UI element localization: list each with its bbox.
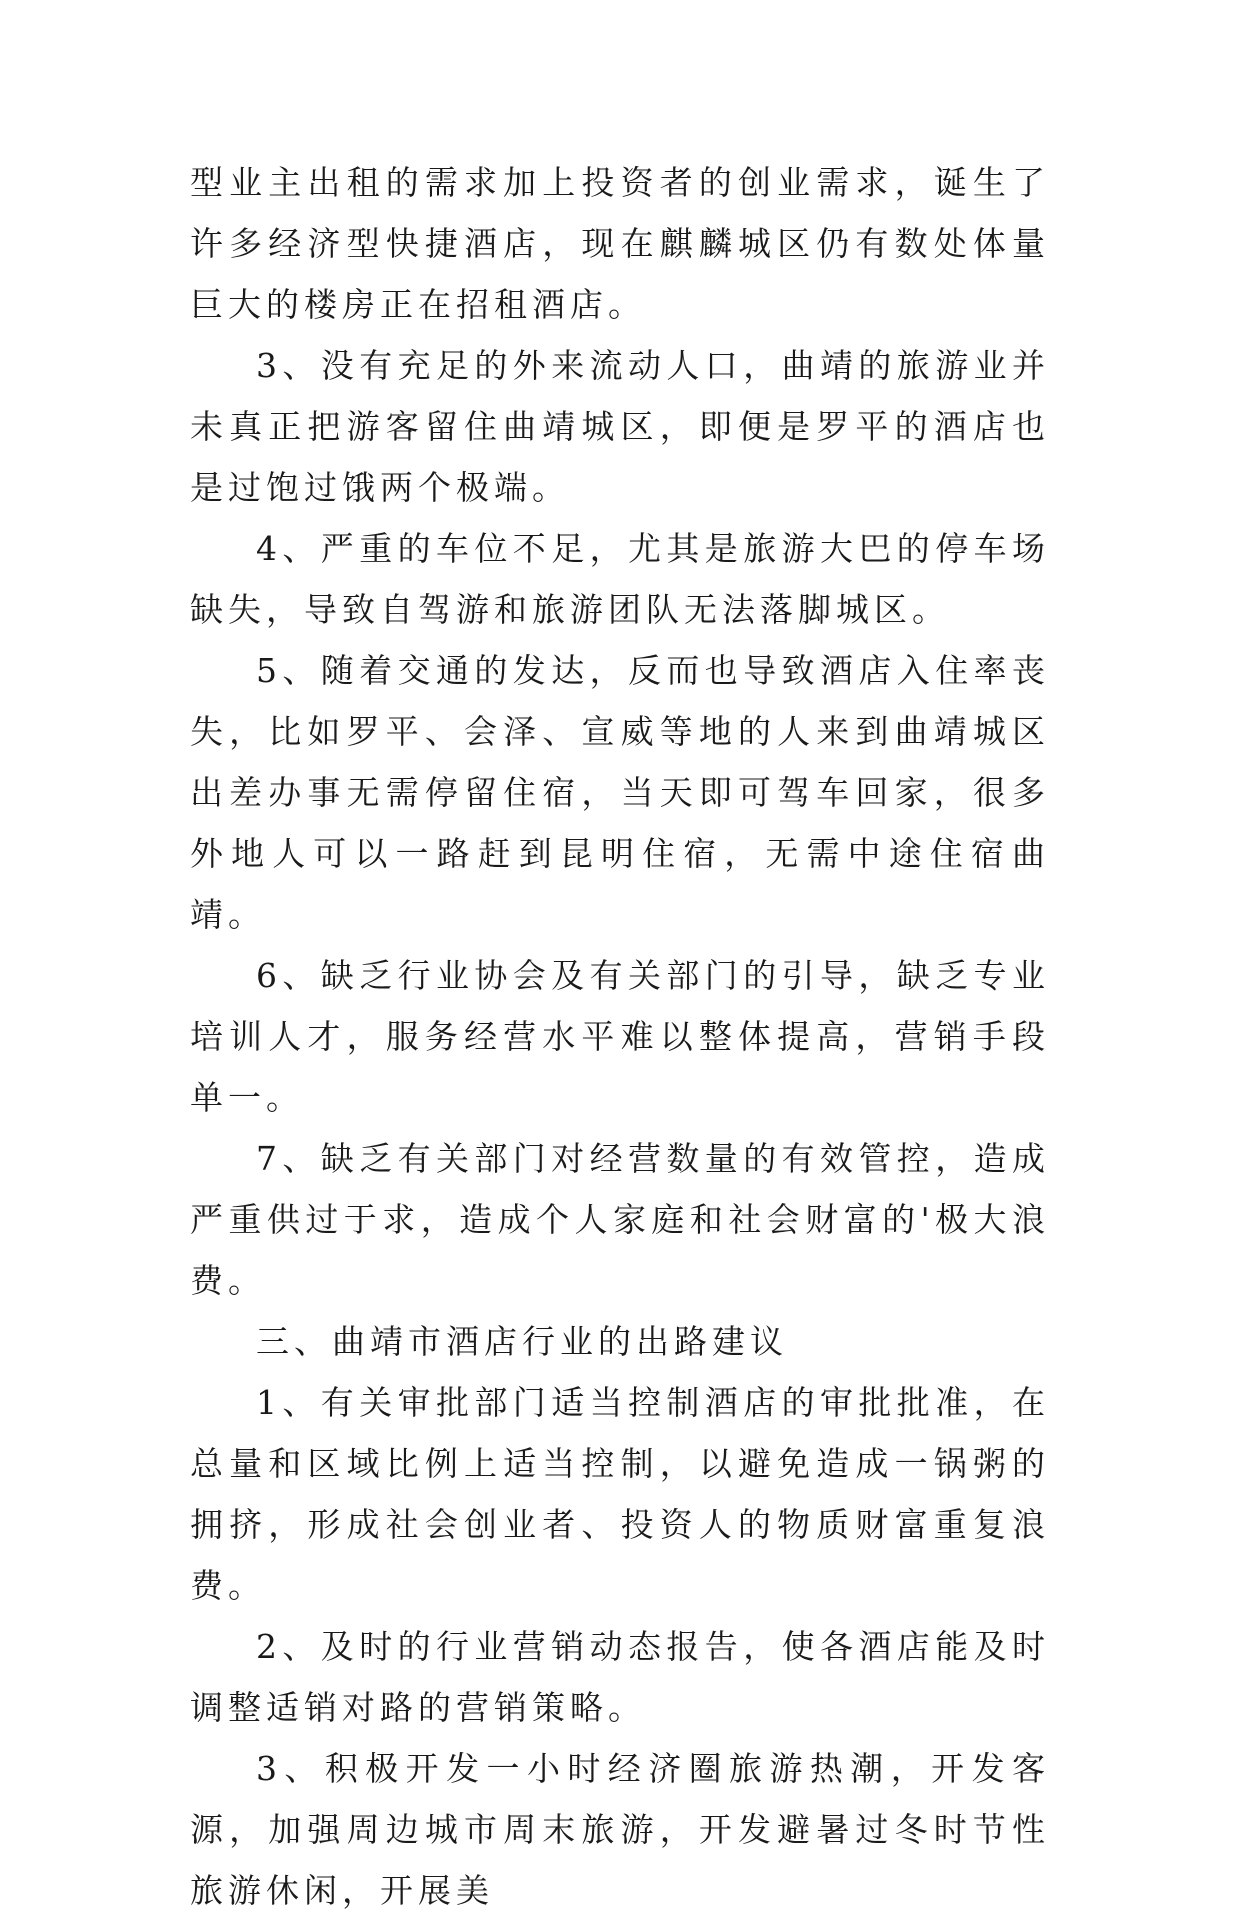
paragraph-item-5: 5、随着交通的发达，反而也导致酒店入住率丧失，比如罗平、会泽、宣威等地的人来到曲靖城区出差办事无需停留住宿，当天即可驾车回家，很多外地人可以一路赶到昆明住宿，无需中途住宿曲靖。: [190, 651, 1050, 934]
paragraph-continuation: 型业主出租的需求加上投资者的创业需求，诞生了许多经济型快捷酒店，现在麒麟城区仍有数处体量巨大的楼房正在招租酒店。: [190, 163, 1050, 324]
section-heading: 三、曲靖市酒店行业的出路建议: [256, 1322, 788, 1361]
paragraph-item-6: 6、缺乏行业协会及有关部门的引导，缺乏专业培训人才，服务经营水平难以整体提高，营销手段单一。: [190, 956, 1050, 1117]
suggestion-item-3: 3、积极开发一小时经济圈旅游热潮，开发客源，加强周边城市周末旅游，开发避暑过冬时节性旅游休闲，开展美: [190, 1749, 1050, 1910]
suggestion-item-1: 1、有关审批部门适当控制酒店的审批批准，在总量和区域比例上适当控制，以避免造成一锅粥的拥挤，形成社会创业者、投资人的物质财富重复浪费。: [190, 1383, 1050, 1605]
document-body: [190, 152, 1050, 1921]
paragraph-item-3: 3、没有充足的外来流动人口，曲靖的旅游业并未真正把游客留住曲靖城区，即便是罗平的酒店也是过饱过饿两个极端。: [190, 346, 1050, 507]
suggestion-item-2: 2、及时的行业营销动态报告，使各酒店能及时调整适销对路的营销策略。: [190, 1627, 1050, 1727]
paragraph-item-4: 4、严重的车位不足，尤其是旅游大巴的停车场缺失，导致自驾游和旅游团队无法落脚城区。: [190, 529, 1050, 629]
paragraph-item-7: 7、缺乏有关部门对经营数量的有效管控，造成严重供过于求，造成个人家庭和社会财富的'极大浪费。: [190, 1139, 1050, 1300]
